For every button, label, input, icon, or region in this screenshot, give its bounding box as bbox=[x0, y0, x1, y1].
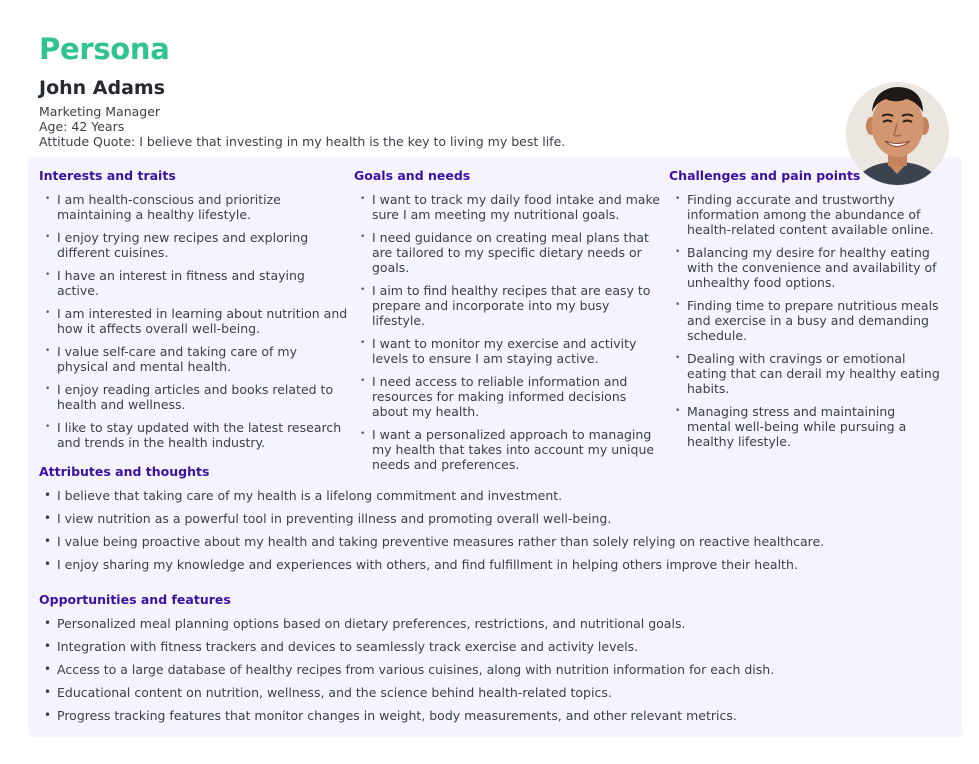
list-item: • I enjoy trying new recipes and exploring different cuisines. bbox=[39, 230, 349, 260]
list-item: • I value being proactive about my health and taking preventive measures rather than solely relying on reactive healthcare. bbox=[39, 534, 824, 549]
challenges-column bbox=[669, 168, 943, 457]
attributes-heading: Attributes and thoughts bbox=[39, 464, 210, 479]
persona-quote: Attitude Quote: I believe that investing in my health is the key to living my best life. bbox=[39, 134, 566, 149]
list-item: • Dealing with cravings or emotional eating that can derail my healthy eating habits. bbox=[669, 351, 943, 396]
goals-list bbox=[354, 192, 666, 472]
list-item: • I believe that taking care of my health is a lifelong commitment and investment. bbox=[39, 488, 824, 503]
list-item: • I want to monitor my exercise and activity levels to ensure I am staying active. bbox=[354, 336, 666, 366]
page-title: Persona bbox=[39, 32, 170, 66]
persona-age: Age: 42 Years bbox=[39, 119, 125, 134]
list-item: • Progress tracking features that monitor changes in weight, body measurements, and other relevant metrics. bbox=[39, 708, 774, 723]
attributes-list bbox=[39, 488, 824, 572]
list-item: • I want to track my daily food intake and make sure I am meeting my nutritional goals. bbox=[354, 192, 666, 222]
interests-heading: Interests and traits bbox=[39, 168, 176, 183]
persona-role: Marketing Manager bbox=[39, 104, 161, 119]
list-item: • Finding accurate and trustworthy information among the abundance of health-related content available online. bbox=[669, 192, 943, 237]
opportunities-list bbox=[39, 616, 774, 723]
list-item: • Educational content on nutrition, wellness, and the science behind health-related topics. bbox=[39, 685, 774, 700]
goals-column bbox=[354, 168, 666, 480]
list-item: • I need access to reliable information and resources for making informed decisions about my health. bbox=[354, 374, 666, 419]
list-item: • I aim to find healthy recipes that are easy to prepare and incorporate into my busy lifestyle. bbox=[354, 283, 666, 328]
list-item: • I need guidance on creating meal plans that are tailored to my specific dietary needs or goals. bbox=[354, 230, 666, 275]
interests-list bbox=[39, 192, 349, 450]
list-item: • Integration with fitness trackers and devices to seamlessly track exercise and activity levels. bbox=[39, 639, 774, 654]
list-item: • Finding time to prepare nutritious meals and exercise in a busy and demanding schedule. bbox=[669, 298, 943, 343]
opportunities-section bbox=[39, 592, 774, 731]
persona-name: John Adams bbox=[39, 77, 166, 99]
list-item: • I enjoy reading articles and books related to health and wellness. bbox=[39, 382, 349, 412]
list-item: • Managing stress and maintaining mental well-being while pursuing a healthy lifestyle. bbox=[669, 404, 943, 449]
list-item: • I have an interest in fitness and staying active. bbox=[39, 268, 349, 298]
list-item: • I like to stay updated with the latest research and trends in the health industry. bbox=[39, 420, 349, 450]
challenges-heading: Challenges and pain points bbox=[669, 168, 861, 183]
list-item: • Personalized meal planning options based on dietary preferences, restrictions, and nutritional goals. bbox=[39, 616, 774, 631]
list-item: • I view nutrition as a powerful tool in preventing illness and promoting overall well-being. bbox=[39, 511, 824, 526]
list-item: • I value self-care and taking care of my physical and mental health. bbox=[39, 344, 349, 374]
goals-heading: Goals and needs bbox=[354, 168, 471, 183]
attributes-section bbox=[39, 464, 824, 580]
list-item: • I am health-conscious and prioritize maintaining a healthy lifestyle. bbox=[39, 192, 349, 222]
list-item: • Balancing my desire for healthy eating with the convenience and availability of unhealthy food options. bbox=[669, 245, 943, 290]
list-item: • I want a personalized approach to managing my health that takes into account my unique needs and preferences. bbox=[354, 427, 666, 472]
challenges-list bbox=[669, 192, 943, 449]
list-item: • I enjoy sharing my knowledge and experiences with others, and find fulfillment in helping others improve their health. bbox=[39, 557, 824, 572]
interests-column bbox=[39, 168, 349, 458]
opportunities-heading: Opportunities and features bbox=[39, 592, 231, 607]
list-item: • Access to a large database of healthy recipes from various cuisines, along with nutrition information for each dish. bbox=[39, 662, 774, 677]
list-item: • I am interested in learning about nutrition and how it affects overall well-being. bbox=[39, 306, 349, 336]
